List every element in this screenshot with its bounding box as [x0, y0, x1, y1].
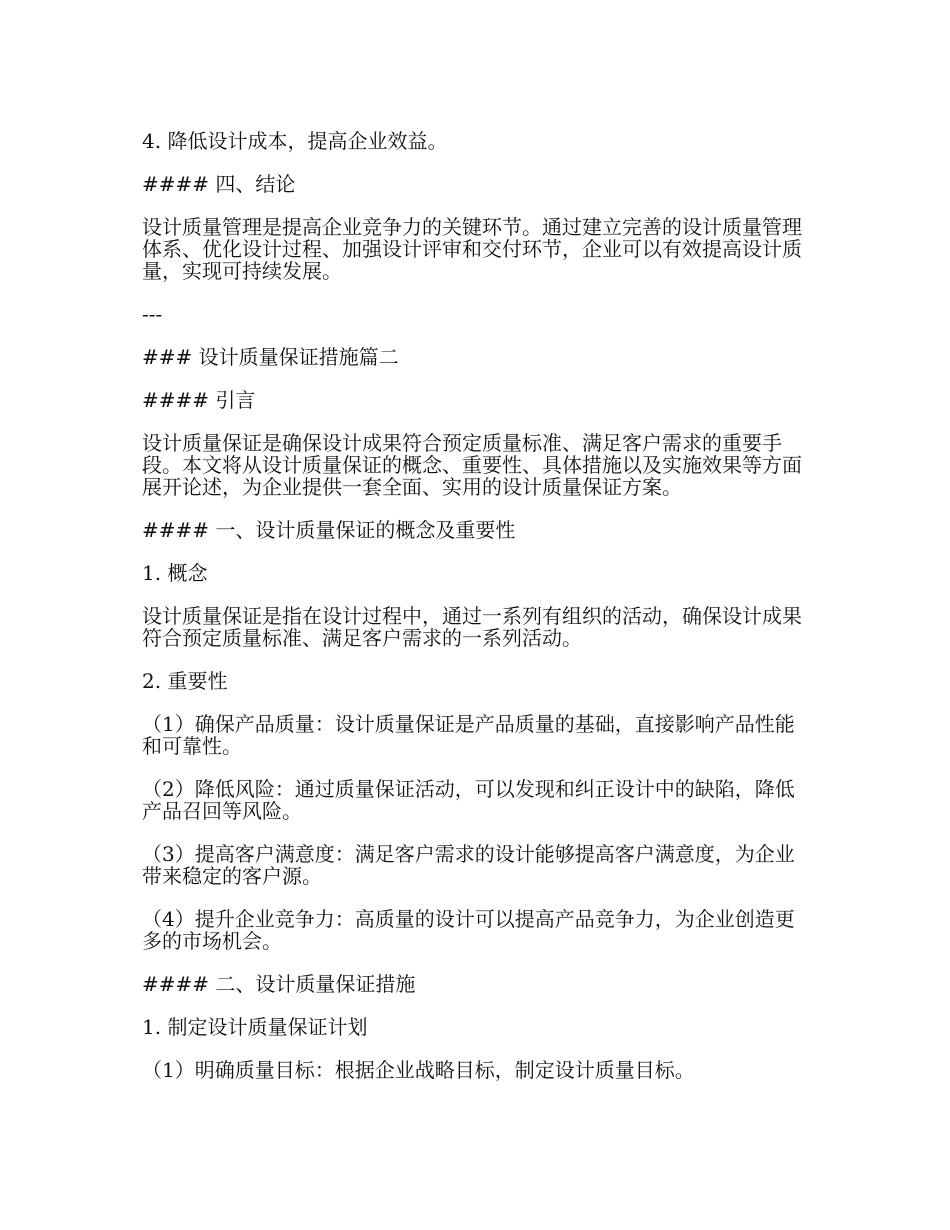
paragraph-importance-1: （1）确保产品质量：设计质量保证是产品质量的基础，直接影响产品性能和可靠性。 [142, 712, 795, 758]
document-page [142, 130, 807, 1081]
subheading-importance: 2. 重要性 [142, 669, 228, 693]
horizontal-rule: --- [142, 302, 163, 326]
heading-concept-importance: #### 一、设计质量保证的概念及重要性 [142, 518, 516, 542]
subheading-concept: 1. 概念 [142, 561, 208, 585]
paragraph-importance-3: （3）提高客户满意度：满足客户需求的设计能够提高客户满意度，为企业带来稳定的客户源。 [142, 842, 795, 888]
list-item-cost: 4. 降低设计成本，提高企业效益。 [142, 129, 448, 153]
paragraph-importance-2: （2）降低风险：通过质量保证活动，可以发现和纠正设计中的缺陷，降低产品召回等风险。 [142, 777, 795, 823]
paragraph-concept: 设计质量保证是指在设计过程中，通过一系列有组织的活动，确保设计成果符合预定质量标准、满足客户需求的一系列活动。 [142, 604, 802, 650]
paragraph-plan-1: （1）明确质量目标：根据企业战略目标，制定设计质量目标。 [142, 1058, 695, 1082]
heading-introduction: #### 引言 [142, 388, 256, 412]
paragraph-introduction: 设计质量保证是确保设计成果符合预定质量标准、满足客户需求的重要手段。本文将从设计质量保证的概念、重要性、具体措施以及实施效果等方面展开论述，为企业提供一套全面、实用的设计质量保证方案。 [142, 431, 802, 499]
section-title-part-two: ### 设计质量保证措施篇二 [142, 345, 399, 369]
heading-conclusion: #### 四、结论 [142, 172, 296, 196]
heading-measures: #### 二、设计质量保证措施 [142, 972, 416, 996]
subheading-plan: 1. 制定设计质量保证计划 [142, 1015, 368, 1039]
paragraph-importance-4: （4）提升企业竞争力：高质量的设计可以提高产品竞争力，为企业创造更多的市场机会。 [142, 907, 795, 953]
paragraph-conclusion: 设计质量管理是提高企业竞争力的关键环节。通过建立完善的设计质量管理体系、优化设计过程、加强设计评审和交付环节，企业可以有效提高设计质量，实现可持续发展。 [142, 215, 802, 283]
